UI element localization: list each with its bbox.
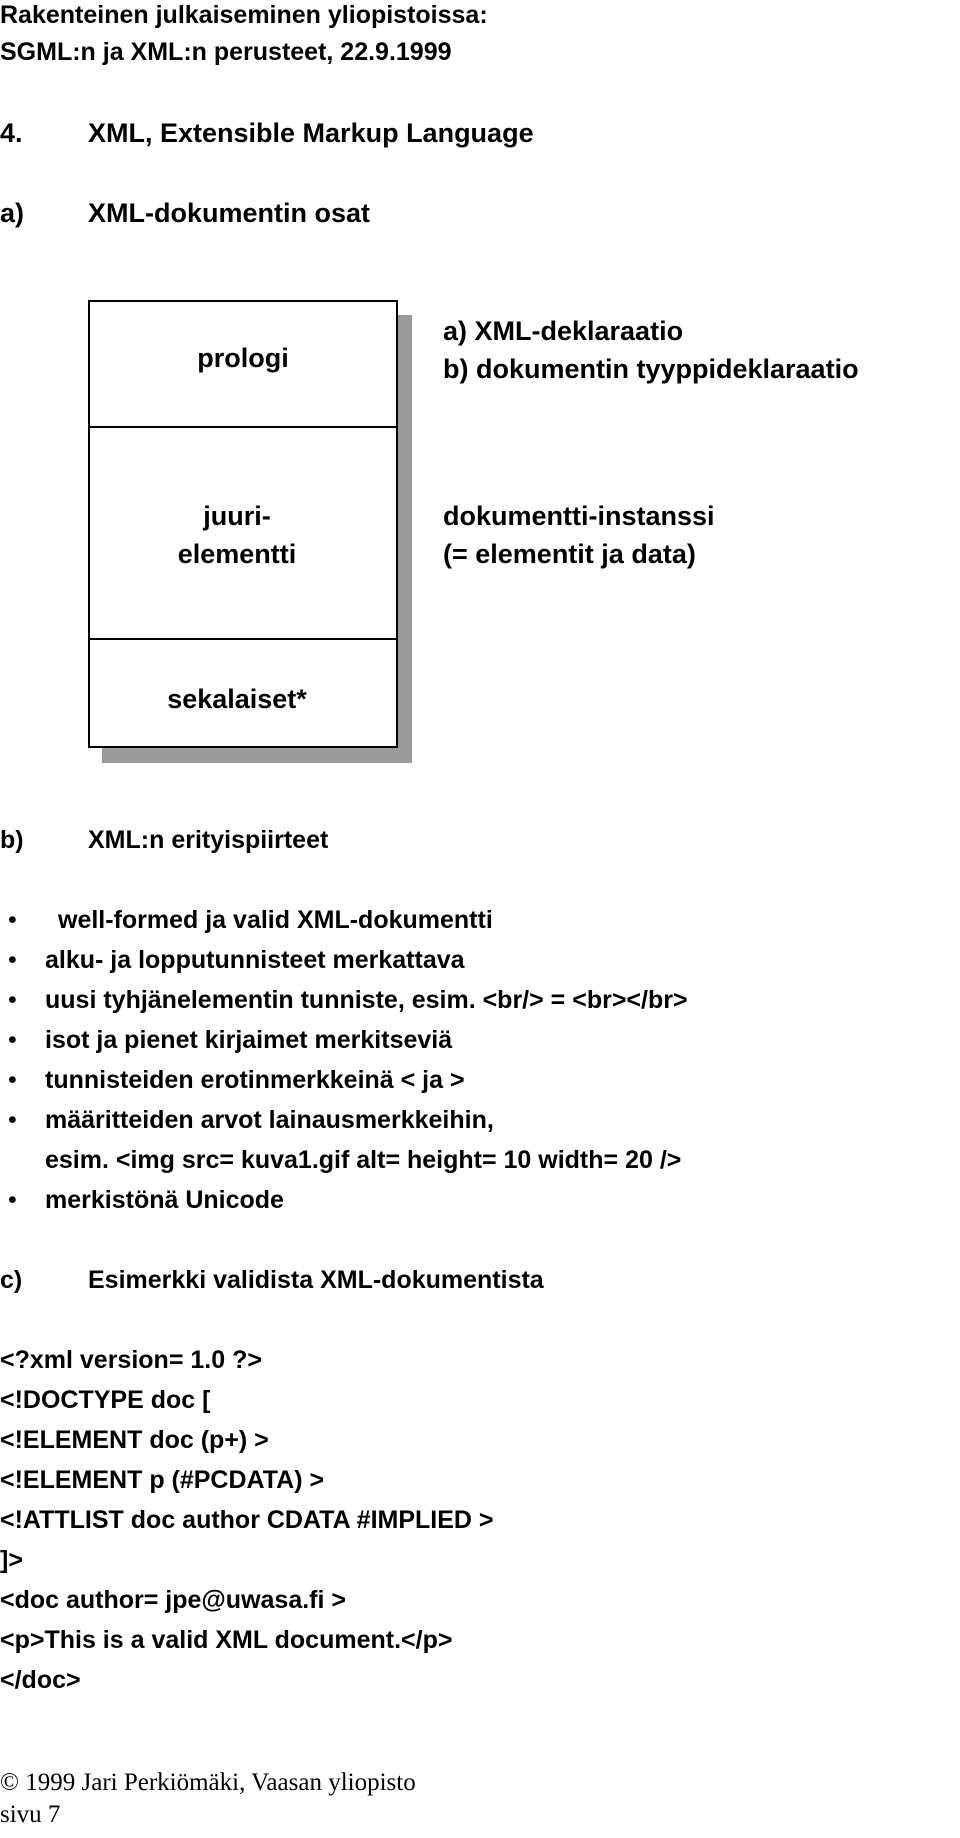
part-a-letter: a) bbox=[0, 198, 25, 228]
list-item: määritteiden arvot lainausmerkkeihin, bbox=[45, 1106, 494, 1134]
desc-prolog-line1: a) XML-deklaraatio bbox=[443, 316, 684, 346]
list-item: alku- ja lopputunnisteet merkattava bbox=[45, 946, 465, 974]
list-item: well-formed ja valid XML-dokumentti bbox=[58, 906, 493, 934]
box-label-sekalaiset: sekalaiset* bbox=[167, 684, 307, 714]
box-label-juuri-line2: elementti bbox=[177, 539, 297, 569]
part-c-letter: c) bbox=[0, 1266, 23, 1294]
section-title: XML, Extensible Markup Language bbox=[88, 118, 534, 148]
bullet-marker: • bbox=[8, 946, 17, 974]
bullet-marker: • bbox=[8, 1066, 17, 1094]
desc-root-line1: dokumentti-instanssi bbox=[443, 501, 715, 531]
code-line: <?xml version= 1.0 ?> bbox=[0, 1346, 262, 1374]
code-line: ]> bbox=[0, 1546, 23, 1574]
list-item: isot ja pienet kirjaimet merkitseviä bbox=[45, 1026, 453, 1054]
bullet-marker: • bbox=[8, 1106, 17, 1134]
part-b-letter: b) bbox=[0, 826, 24, 854]
bullet-marker: • bbox=[8, 1026, 17, 1054]
desc-root-line2: (= elementit ja data) bbox=[443, 539, 696, 569]
code-line: <doc author= jpe@uwasa.fi > bbox=[0, 1586, 346, 1614]
code-line: </doc> bbox=[0, 1666, 81, 1694]
bullet-marker: • bbox=[8, 1186, 17, 1214]
part-a-title: XML-dokumentin osat bbox=[88, 198, 370, 228]
footer-copyright: © 1999 Jari Perkiömäki, Vaasan yliopisto bbox=[0, 1769, 416, 1796]
list-item: uusi tyhjänelementin tunniste, esim. <br/> = <br></br> bbox=[45, 986, 688, 1014]
part-c-title: Esimerkki validista XML-dokumentista bbox=[88, 1266, 544, 1294]
code-line: <p>This is a valid XML document.</p> bbox=[0, 1626, 453, 1654]
code-line: <!ELEMENT doc (p+) > bbox=[0, 1426, 269, 1454]
list-item: tunnisteiden erotinmerkkeinä < ja > bbox=[45, 1066, 465, 1094]
diagram-divider-1 bbox=[90, 426, 396, 428]
code-line: <!ELEMENT p (#PCDATA) > bbox=[0, 1466, 325, 1494]
bullet-marker: • bbox=[8, 986, 17, 1014]
header-line-1: Rakenteinen julkaiseminen yliopistoissa: bbox=[0, 1, 488, 29]
header-line-2: SGML:n ja XML:n perusteet, 22.9.1999 bbox=[0, 38, 452, 66]
bullet-marker: • bbox=[8, 906, 17, 934]
code-line: <!ATTLIST doc author CDATA #IMPLIED > bbox=[0, 1506, 494, 1534]
box-label-juuri-line1: juuri- bbox=[203, 501, 271, 531]
section-number: 4. bbox=[0, 118, 23, 148]
list-item-continuation: esim. <img src= kuva1.gif alt= height= 10 width= 20 /> bbox=[45, 1146, 682, 1174]
code-line: <!DOCTYPE doc [ bbox=[0, 1386, 211, 1414]
desc-prolog-line2: b) dokumentin tyyppideklaraatio bbox=[443, 354, 859, 384]
footer-page-number: sivu 7 bbox=[0, 1801, 61, 1828]
list-item: merkistönä Unicode bbox=[45, 1186, 284, 1214]
part-b-title: XML:n erityispiirteet bbox=[88, 826, 329, 854]
box-label-prologi: prologi bbox=[197, 343, 289, 373]
diagram-divider-2 bbox=[90, 638, 396, 640]
